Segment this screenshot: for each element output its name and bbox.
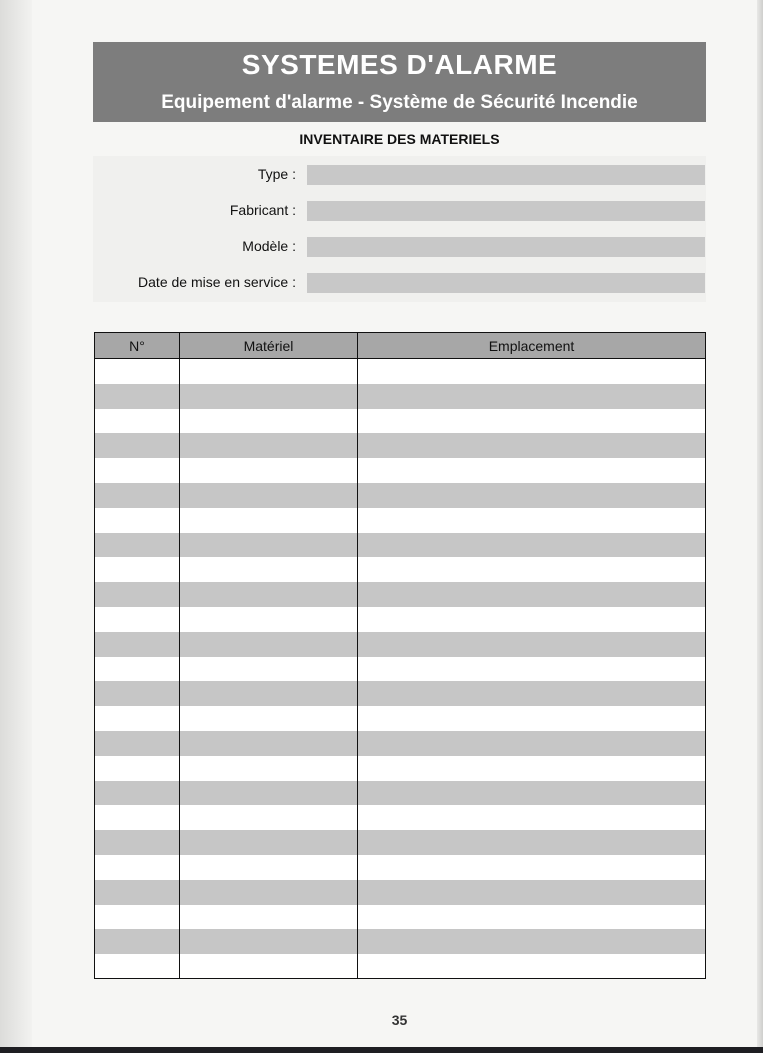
table-row[interactable] bbox=[95, 483, 705, 508]
modele-label: Modèle : bbox=[242, 238, 296, 254]
column-divider bbox=[357, 333, 358, 978]
modele-field[interactable] bbox=[307, 237, 705, 257]
column-header-emplacement: Emplacement bbox=[488, 338, 575, 354]
table-row[interactable] bbox=[95, 359, 705, 384]
page-bottom-edge bbox=[0, 1047, 763, 1053]
table-row[interactable] bbox=[95, 756, 705, 781]
column-header-materiel: Matériel bbox=[243, 338, 294, 354]
table-row[interactable] bbox=[95, 830, 705, 855]
date-service-label: Date de mise en service : bbox=[138, 274, 296, 290]
table-row[interactable] bbox=[95, 384, 705, 409]
table-row[interactable] bbox=[95, 582, 705, 607]
table-row[interactable] bbox=[95, 731, 705, 756]
table-row[interactable] bbox=[95, 508, 705, 533]
column-header-number: N° bbox=[129, 338, 145, 354]
header-banner bbox=[93, 42, 706, 122]
table-row[interactable] bbox=[95, 681, 705, 706]
table-row[interactable] bbox=[95, 533, 705, 558]
table-row[interactable] bbox=[95, 657, 705, 682]
fabricant-label: Fabricant : bbox=[229, 202, 296, 218]
page-number: 35 bbox=[391, 1012, 408, 1028]
table-header bbox=[95, 333, 705, 359]
inventory-table bbox=[94, 332, 706, 979]
table-row[interactable] bbox=[95, 458, 705, 483]
column-divider bbox=[179, 333, 180, 978]
table-row[interactable] bbox=[95, 557, 705, 582]
table-row[interactable] bbox=[95, 880, 705, 905]
table-row[interactable] bbox=[95, 905, 705, 930]
type-field[interactable] bbox=[307, 165, 705, 185]
table-row[interactable] bbox=[95, 805, 705, 830]
header-subtitle: Equipement d'alarme - Système de Sécurité Incendie bbox=[161, 92, 638, 113]
table-row[interactable] bbox=[95, 607, 705, 632]
table-row[interactable] bbox=[95, 632, 705, 657]
equipment-info-form bbox=[93, 156, 706, 302]
date-service-field[interactable] bbox=[307, 273, 705, 293]
type-label: Type : bbox=[257, 166, 296, 182]
table-row[interactable] bbox=[95, 929, 705, 954]
header-title: SYSTEMES D'ALARME bbox=[241, 49, 558, 80]
table-row[interactable] bbox=[95, 706, 705, 731]
table-row[interactable] bbox=[95, 781, 705, 806]
section-heading: INVENTAIRE DES MATERIELS bbox=[299, 131, 500, 147]
table-row[interactable] bbox=[95, 409, 705, 434]
table-row[interactable] bbox=[95, 433, 705, 458]
table-row[interactable] bbox=[95, 855, 705, 880]
page-right-edge bbox=[757, 0, 763, 1053]
fabricant-field[interactable] bbox=[307, 201, 705, 221]
table-row[interactable] bbox=[95, 954, 705, 979]
page-left-shadow bbox=[0, 0, 32, 1053]
